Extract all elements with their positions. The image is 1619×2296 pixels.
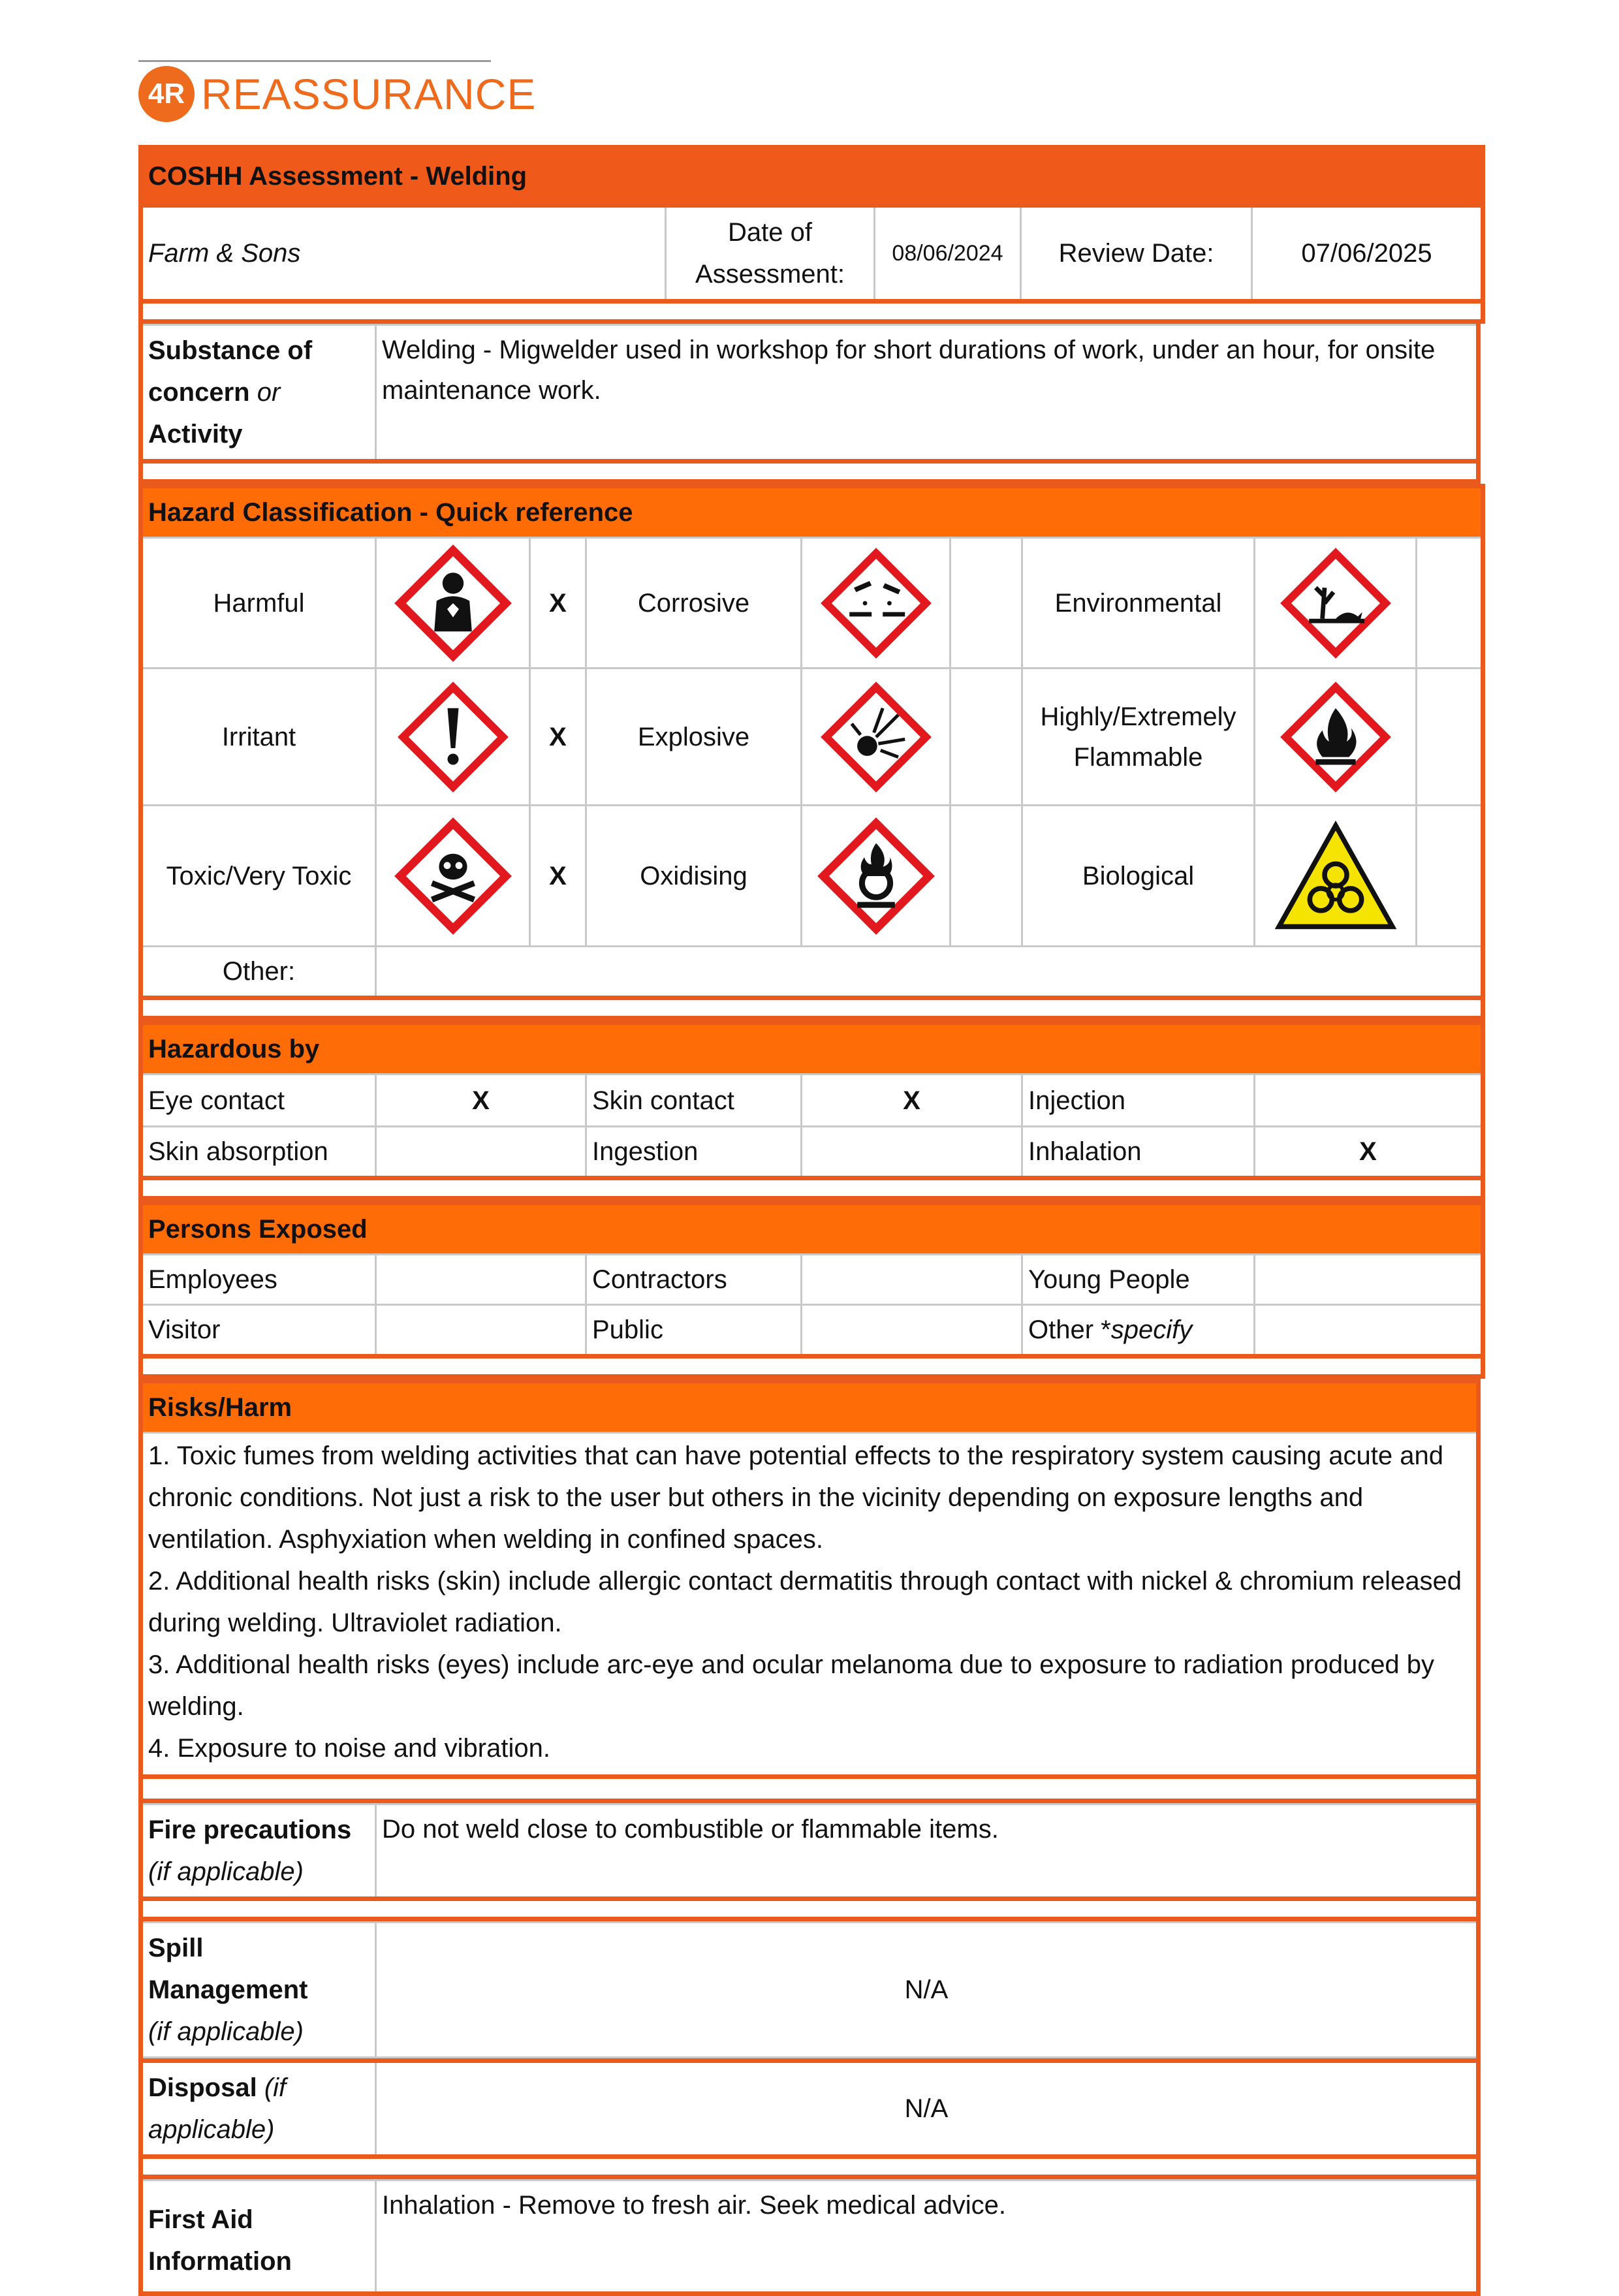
logo-mark: 4R [138,66,195,122]
date-of-assessment-label: Date of Assessment: [666,206,875,302]
person-employees: Employees [141,1255,376,1305]
hazard-environmental-mark [1417,538,1483,668]
hazard-oxidising-label: Oxidising [586,806,802,947]
risks-title: Risks/Harm [141,1381,1479,1433]
skull-icon [394,817,512,935]
hazard-biological-label: Biological [1022,806,1255,947]
biohazard-icon [1274,821,1398,932]
route-skin-contact: Skin contact [586,1075,802,1127]
risk-item: 4. Exposure to noise and vibration. [148,1734,550,1763]
route-injection-mark [1255,1075,1483,1127]
risks-table [138,1379,1481,1803]
hazard-flammable-label: Highly/Extremely Flammable [1022,668,1255,806]
hazard-irritant-label: Irritant [141,668,376,806]
company-name: Farm & Sons [141,206,666,302]
hazard-toxic-label: Toxic/Very Toxic [141,806,376,947]
explosive-icon [821,682,932,793]
hazard-oxidising-mark [951,806,1022,947]
page-title: COSHH Assessment - Welding [141,148,1483,206]
coshh-sheet [138,145,1481,2296]
person-other: Other *specify [1022,1305,1255,1357]
hazardous-by-table [138,1020,1485,1201]
fire-text: Do not weld close to combustible or flammable items. [376,1804,1479,1899]
hazardous-by-title: Hazardous by [141,1023,1483,1075]
hazard-classification-title: Hazard Classification - Quick reference [141,486,1483,538]
route-injection: Injection [1022,1075,1255,1127]
disposal-text: N/A [376,2061,1479,2157]
route-inhalation: Inhalation [1022,1127,1255,1178]
hazard-corrosive-mark [951,538,1022,668]
risk-item: 2. Additional health risks (skin) include allergic contact dermatitis through contact with nickel & chromium released during welding. Ultraviolet radiation. [148,1567,1462,1637]
risk-item: 1. Toxic fumes from welding activities that can have potential effects to the respiratory system causing acute and chronic conditions. Not just a risk to the user but others in the vicinity depending on exposure lengths and ventilation. Asphyxiation when welding in confined spaces. [148,1441,1443,1554]
route-skin-absorption: Skin absorption [141,1127,376,1178]
route-ingestion: Ingestion [586,1127,802,1178]
hazard-toxic-mark: X [530,806,586,947]
person-public-mark [802,1305,1022,1357]
logo-wordmark: REASSURANCE [201,70,537,118]
hazard-irritant-mark: X [530,668,586,806]
route-skin-contact-mark: X [802,1075,1022,1127]
risks-list [141,1433,1479,1777]
route-inhalation-mark: X [1255,1127,1483,1178]
hazard-harmful-mark: X [530,538,586,668]
oxidising-icon [817,817,935,935]
hazard-harmful-label: Harmful [141,538,376,668]
route-eye-contact: Eye contact [141,1075,376,1127]
spill-table [138,1921,1481,2058]
environment-icon [1280,548,1391,659]
header-table [138,145,1485,324]
person-contractors-mark [802,1255,1022,1305]
persons-exposed-title: Persons Exposed [141,1203,1483,1255]
hazard-classification-table [138,484,1485,1020]
risk-item: 3. Additional health risks (eyes) include arc-eye and ocular melanoma due to exposure to radiation produced by welding. [148,1650,1435,1721]
corrosive-icon [821,548,932,659]
person-young-people-mark [1255,1255,1483,1305]
hazard-explosive-label: Explosive [586,668,802,806]
fire-table [138,1803,1481,1921]
disposal-table [138,2058,1481,2179]
substance-label: Substance of concern or Activity [141,325,376,462]
first-aid-label: First Aid Information [141,2180,376,2294]
first-aid-table [138,2179,1481,2296]
person-visitor-mark [376,1305,586,1357]
persons-exposed-table [138,1201,1485,1379]
first-aid-text: Inhalation - Remove to fresh air. Seek medical advice. [376,2180,1479,2294]
review-date-label: Review Date: [1021,206,1252,302]
spill-label: Spill Management (if applicable) [141,1923,376,2058]
substance-table [138,324,1481,484]
hazard-environmental-label: Environmental [1022,538,1255,668]
person-contractors: Contractors [586,1255,802,1305]
person-young-people: Young People [1022,1255,1255,1305]
hazard-other-value [376,947,1483,998]
brand-logo [138,60,536,119]
hazard-biological-mark [1417,806,1483,947]
hazard-explosive-mark [951,668,1022,806]
route-skin-absorption-mark [376,1127,586,1178]
disposal-label: Disposal (if applicable) [141,2061,376,2157]
review-date-value: 07/06/2025 [1252,206,1483,302]
person-other-mark [1255,1305,1483,1357]
person-employees-mark [376,1255,586,1305]
flame-icon [1280,682,1391,793]
spill-text: N/A [376,1923,1479,2058]
route-eye-contact-mark: X [376,1075,586,1127]
fire-label: Fire precautions (if applicable) [141,1804,376,1899]
substance-description: Welding - Migwelder used in workshop for short durations of work, under an hour, for onsite maintenance work. [376,325,1479,462]
route-ingestion-mark [802,1127,1022,1178]
person-public: Public [586,1305,802,1357]
hazard-flammable-mark [1417,668,1483,806]
hazard-corrosive-label: Corrosive [586,538,802,668]
exclamation-icon [398,682,509,793]
date-of-assessment-value: 08/06/2024 [875,206,1021,302]
health-hazard-icon [394,544,512,662]
person-visitor: Visitor [141,1305,376,1357]
hazard-other-label: Other: [141,947,376,998]
